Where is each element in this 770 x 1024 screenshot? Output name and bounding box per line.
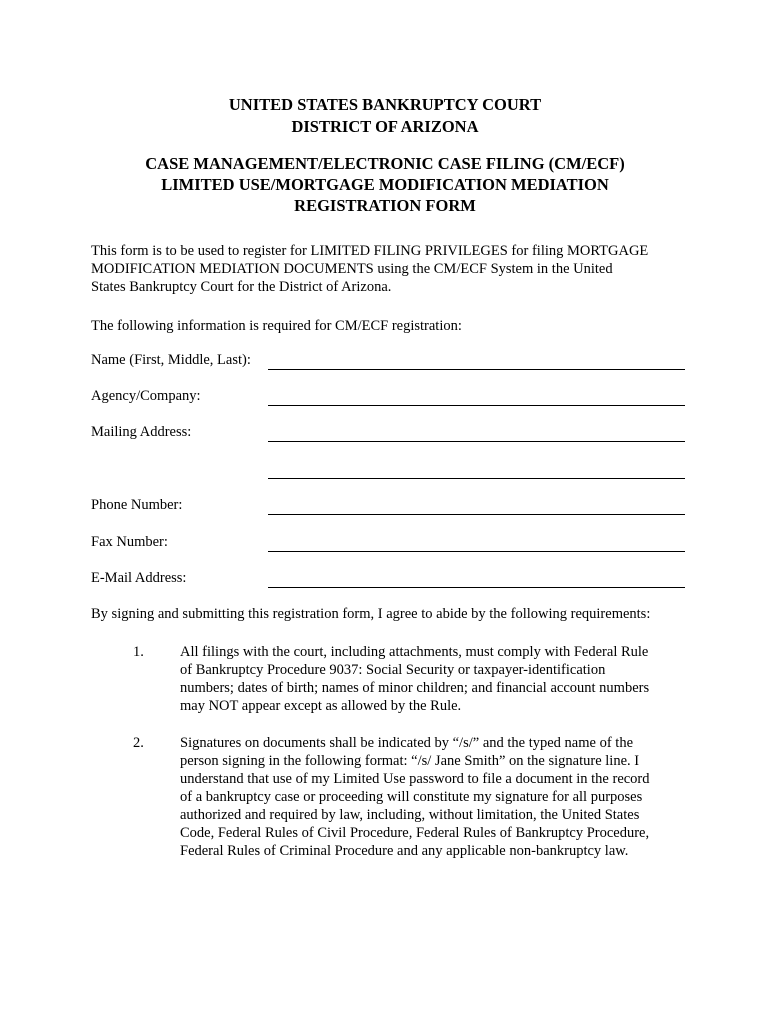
requirement-2-line-1: Signatures on documents shall be indicated by “/s/” and the typed name of the [180, 735, 634, 751]
mailing-address-field-line-2[interactable] [268, 478, 685, 479]
requirement-1-line-3: numbers; dates of birth; names of minor children; and financial account numbers [180, 680, 650, 696]
requirement-1-line-2: of Bankruptcy Procedure 9037: Social Security or taxpayer-identification [180, 662, 606, 678]
email-field-label: E-Mail Address: [91, 570, 187, 586]
form-title-line-2: LIMITED USE/MORTGAGE MODIFICATION MEDIATION [161, 175, 609, 194]
fax-field-label: Fax Number: [91, 534, 168, 550]
requirement-2-line-2: person signing in the following format: “/s/ Jane Smith” on the signature line. I [180, 753, 640, 769]
requirement-1-line-4: may NOT appear except as allowed by the Rule. [180, 698, 462, 714]
requirement-2-number: 2. [133, 735, 144, 751]
requirement-2-text [180, 734, 685, 860]
phone-field-label: Phone Number: [91, 497, 183, 513]
requirement-2-line-7: Federal Rules of Criminal Procedure and any applicable non-bankruptcy law. [180, 843, 629, 859]
agreement-paragraph: By signing and submitting this registration form, I agree to abide by the following requirements: [91, 606, 651, 622]
intro-line-1: This form is to be used to register for LIMITED FILING PRIVILEGES for filing MORTGAGE [91, 243, 649, 259]
requirement-1-number: 1. [133, 644, 144, 660]
requirement-1-text [180, 643, 685, 715]
form-title-line-3: REGISTRATION FORM [294, 196, 476, 215]
name-field-line[interactable] [268, 369, 685, 370]
phone-field-line[interactable] [268, 514, 685, 515]
intro-paragraph [91, 242, 691, 296]
intro-line-3: States Bankruptcy Court for the District of Arizona. [91, 279, 392, 295]
mailing-address-field-line-1[interactable] [268, 441, 685, 442]
requirement-2-line-6: Code, Federal Rules of Civil Procedure, Federal Rules of Bankruptcy Procedure, [180, 825, 650, 841]
fax-field-line[interactable] [268, 551, 685, 552]
court-name-heading: UNITED STATES BANKRUPTCY COURT [228, 95, 542, 114]
requirement-1-line-1: All filings with the court, including attachments, must comply with Federal Rule [180, 644, 649, 660]
district-heading: DISTRICT OF ARIZONA [291, 117, 479, 136]
agency-field-line[interactable] [268, 405, 685, 406]
email-field-line[interactable] [268, 587, 685, 588]
agency-field-label: Agency/Company: [91, 388, 201, 404]
required-info-text: The following information is required for CM/ECF registration: [91, 318, 462, 334]
form-title-line-1: CASE MANAGEMENT/ELECTRONIC CASE FILING (CM/ECF) [145, 154, 625, 173]
mailing-address-field-label: Mailing Address: [91, 424, 192, 440]
name-field-label: Name (First, Middle, Last): [91, 352, 251, 368]
requirement-2-line-5: authorized and required by law, including, without limitation, the United States [180, 807, 640, 823]
requirement-2-line-4: of a bankruptcy case or proceeding will constitute my signature for all purposes [180, 789, 643, 805]
requirement-2-line-3: understand that use of my Limited Use password to file a document in the record [180, 771, 650, 787]
form-title [0, 153, 770, 216]
intro-line-2: MODIFICATION MEDIATION DOCUMENTS using the CM/ECF System in the United [91, 261, 613, 277]
